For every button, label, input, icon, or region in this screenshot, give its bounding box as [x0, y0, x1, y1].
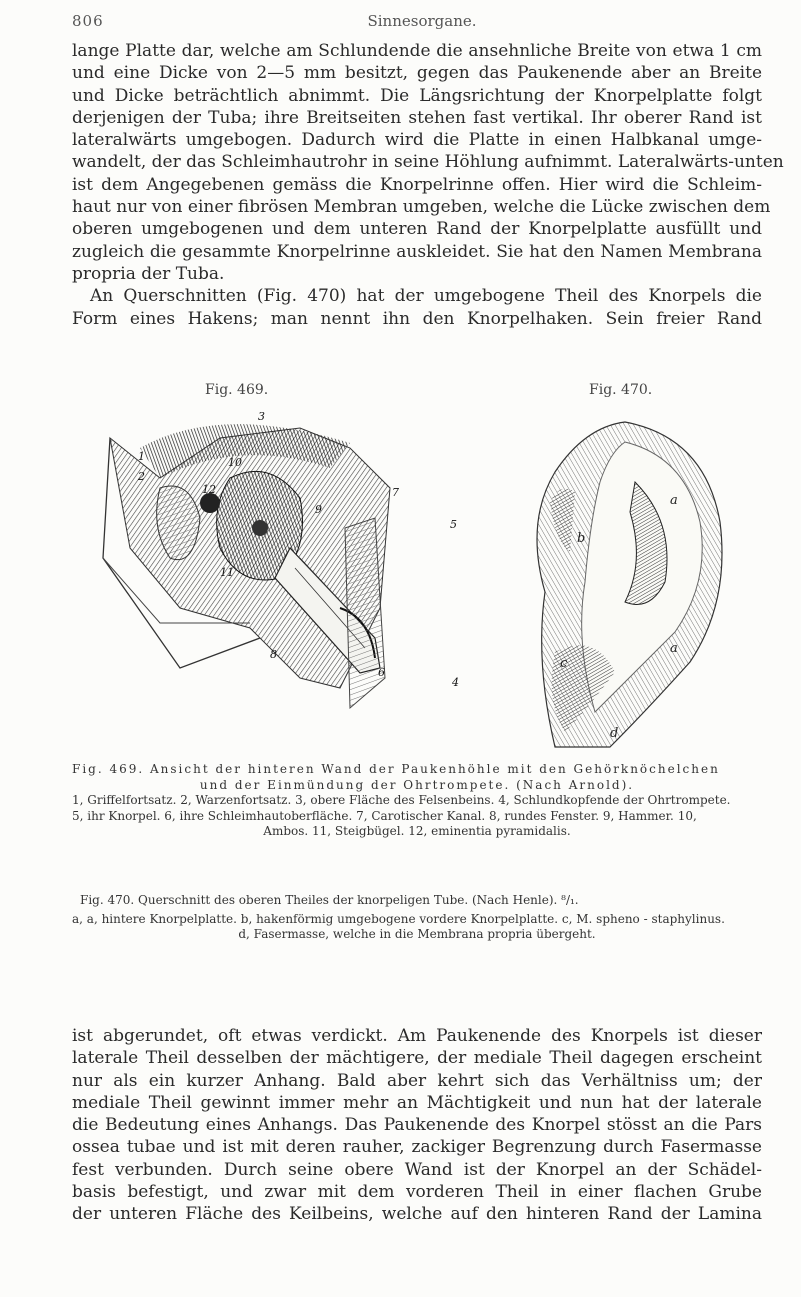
caption-line: Ambos. 11, Steigbügel. 12, eminentia pyramidalis.: [263, 824, 571, 838]
text-line: fest verbunden. Durch seine obere Wand ist der Knorpel an der Schädel-: [72, 1159, 762, 1180]
caption-line: a, a, hintere Knorpelplatte. b, hakenförmig umgebogene vordere Knorpelplatte. c, M. spheno - staphylinus.: [72, 911, 725, 926]
text-line: An Querschnitten (Fig. 470) hat der umgebogene Theil des Knorpels die: [90, 286, 762, 307]
caption-line: d, Fasermasse, welche in die Membrana propria übergeht.: [238, 927, 596, 941]
figure-470-illustration: [515, 412, 735, 752]
fig470-label-d: d: [610, 726, 619, 741]
running-title: Sinnesorgane.: [367, 12, 477, 30]
paragraph-1: [72, 40, 784, 330]
text-line: Form eines Hakens; man nennt ihn den Knorpelhaken. Sein freier Rand: [72, 308, 762, 329]
text-line: zugleich die gesammte Knorpelrinne auskleidet. Sie hat den Namen Membrana: [72, 241, 762, 262]
text-line: mediale Theil gewinnt immer mehr an Mächtigkeit und nun hat der laterale: [72, 1092, 762, 1113]
caption-line: 1, Griffelfortsatz. 2, Warzenfortsatz. 3, obere Fläche des Felsenbeins. 4, Schlundkopfende der Ohrtrompete.: [72, 793, 731, 807]
text-line: propria der Tuba.: [72, 263, 225, 284]
fig470-label-b: b: [577, 531, 586, 546]
text-line: und eine Dicke von 2—5 mm besitzt, gegen das Paukenende aber an Breite: [72, 63, 762, 84]
fig469-label-1: 1: [138, 450, 145, 463]
running-header: [72, 8, 762, 34]
text-line: ist dem Angegebenen gemäss die Knorpelrinne offen. Hier wird die Schleim-: [72, 174, 762, 195]
figure-469-caption: [72, 762, 762, 840]
caption-title: Fig. 469. Ansicht der hinteren Wand der Paukenhöhle mit den Gehörknöchelchen: [72, 762, 720, 776]
text-line: laterale Theil desselben der mächtigere, der mediale Theil dagegen erscheint: [72, 1048, 762, 1069]
text-line: ist abgerundet, oft etwas verdickt. Am Paukenende des Knorpels ist dieser: [72, 1026, 762, 1046]
figure-469-illustration: [100, 408, 480, 718]
text-line: derjenigen der Tuba; ihre Breitseiten stehen fast vertikal. Ihr oberer Rand ist: [72, 107, 762, 128]
text-line: der unteren Fläche des Keilbeins, welche auf den hinteren Rand der Lamina: [72, 1204, 762, 1225]
fig469-label-2: 2: [138, 470, 145, 483]
text-line: die Bedeutung eines Anhangs. Das Paukenende des Knorpel stösst an die Pars: [72, 1115, 762, 1136]
fig469-label-9: 9: [315, 503, 322, 516]
fig469-label-5: 5: [450, 518, 457, 531]
text-line: oberen umgebogenen und dem unteren Rand der Knorpelplatte ausfüllt und: [72, 219, 762, 240]
fig469-label-10: 10: [228, 456, 242, 469]
fig469-label-7: 7: [392, 486, 399, 499]
text-line: lange Platte dar, welche am Schlundende die ansehnliche Breite von etwa 1 cm: [72, 41, 762, 61]
fig469-label-8: 8: [270, 648, 277, 661]
fig469-label-11: 11: [220, 566, 234, 579]
text-line: und Dicke beträchtlich abnimmt. Die Längsrichtung der Knorpelplatte folgt: [72, 85, 762, 106]
fig470-label-a2: a: [670, 641, 678, 656]
caption-title: Fig. 470. Querschnitt des oberen Theiles der knorpeligen Tube. (Nach Henle). ⁸/₁.: [80, 893, 579, 907]
caption-line: 5, ihr Knorpel. 6, ihre Schleimhautoberfläche. 7, Carotischer Kanal. 8, rundes Fenster. 9, Hammer. 10,: [72, 808, 697, 823]
text-line: haut nur von einer fibrösen Membran umgeben, welche die Lücke zwischen dem: [72, 197, 771, 218]
figure-469-label: Fig. 469.: [205, 382, 269, 398]
text-line: lateralwärts umgebogen. Dadurch wird die Platte in einen Halbkanal umge-: [72, 130, 762, 151]
fig469-label-3: 3: [258, 410, 265, 423]
fig470-label-c: c: [560, 656, 568, 671]
caption-title-cont: und der Einmündung der Ohrtrompete. (Nach Arnold).: [199, 777, 635, 792]
text-line: nur als ein kurzer Anhang. Bald aber kehrt sich das Verhältniss um; der: [72, 1070, 762, 1091]
fig470-label-a: a: [670, 493, 678, 508]
page-number: 806: [72, 12, 104, 30]
text-line: wandelt, der das Schleimhautrohr in seine Höhlung aufnimmt. Lateralwärts-unten: [72, 152, 784, 173]
fig469-label-6: 6: [378, 666, 385, 679]
figure-470-label: Fig. 470.: [589, 382, 653, 398]
figure-470-caption: [72, 893, 762, 943]
fig469-label-12: 12: [202, 483, 216, 496]
paragraph-2: [72, 1025, 762, 1226]
text-line: basis befestigt, und zwar mit dem vorderen Theil in einer flachen Grube: [72, 1182, 762, 1203]
text-line: ossea tubae und ist mit deren rauher, zackiger Begrenzung durch Fasermasse: [72, 1137, 762, 1158]
fig469-label-4: 4: [452, 676, 459, 689]
